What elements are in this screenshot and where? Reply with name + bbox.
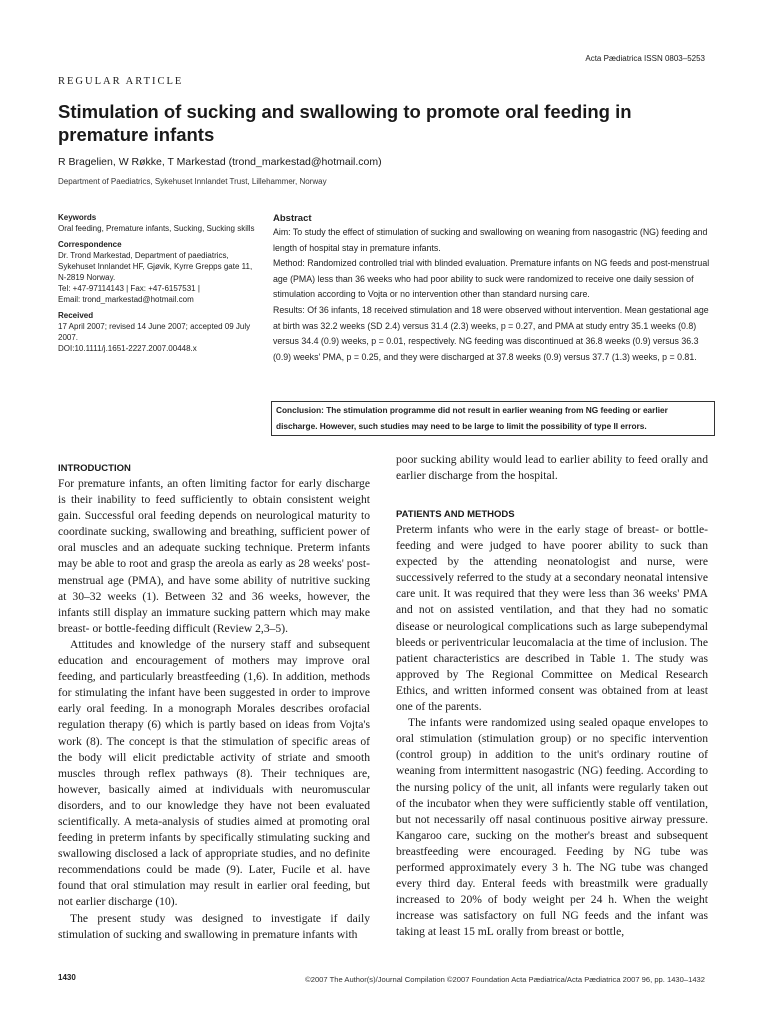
methods-paragraph-1: Preterm infants who were in the early stage of breast- or bottle-feeding and were judged to have poorer ability to suck than expected by the attending neonatologist and nurse, were successively referred to the study at a secondary neonatal intensive care unit. It was required that they were less than 36 weeks' PMA and not on assisted ventilation, and that they had no somatic disease or neurological complications such as large subependymal bleeds or periventricular leucomalacia at the time of inclusion. The patient characteristics are described in Table 1. The study was approved by The Regional Committee on Medical Research Ethics, and written informed consent was obtained from at least one of the parents. [396,523,708,714]
keywords-label: Keywords [58,213,97,222]
intro-paragraph-3: The present study was designed to investigate if daily stimulation of sucking and swallowing in premature infants with [58,911,370,941]
methods-heading: PATIENTS AND METHODS [396,509,515,520]
left-column [58,462,370,943]
introduction-heading: INTRODUCTION [58,463,131,474]
abstract [273,212,711,365]
right-column-continuation [396,452,708,484]
methods-paragraph-2: The infants were randomized using sealed opaque envelopes to oral stimulation (stimulation group) or no specific intervention (control group) in addition to the unit's ordinary routine of weaning from intermittent nasogastric (NG) feeding. According to the nursing policy of the unit, all infants were regularly taken out of the incubator when they were sufficiently stable off ventilation, but not necessarily off nasal continuous positive airway pressure. Kangaroo care, sucking on the mother's breast and subsequent breastfeeding were encouraged. Feeding by NG tube was performed approximately every 3 h. The NG tube was changed every third day. Enteral feeds with breastmilk were gradually increased to 20% of body weight per 24 h. When the weight increase was satisfactory on full NG feeds and the infant was taking at least 15 mL orally from breast or bottle, [396,716,708,939]
page-number: 1430 [58,973,76,982]
correspondence-label: Correspondence [58,240,122,249]
article-title: Stimulation of sucking and swallowing to promote oral feeding in premature infants [58,101,632,145]
tel-fax: Tel: +47-97114143 | Fax: +47-6157531 | [58,284,200,293]
intro-paragraph-2: Attitudes and knowledge of the nursery staff and subsequent education and encouragement of mothers may improve oral feeding, and particularly breastfeeding (1,6). In addition, methods for stimulating the infant have been suggested in order to improve early oral feeding. In a monograph Morales describes orofacial regulation therapy (6) which is partly based on ideas from Vojta's work (8). The concept is that the stimulation of specific areas of the body will elicit predictable activity of striate and smooth muscles through reflex pathways (8). Their techniques are, however, basically aimed at individuals with neuromuscular disorders, and to our knowledge they have not been evaluated scientifically. A meta-analysis of studies aimed at promoting oral feeding in preterm infants by specifically stimulating sucking and swallowing disclosed a lack of appropriate studies, and no definite recommendations could be made (9). Later, Fucile et al. have found that oral stimulation may result in earlier oral feeding, but not earlier discharge (10). [58,637,370,909]
abstract-results: Results: Of 36 infants, 18 received stimulation and 18 were observed without intervention. Mean gestational age at birth was 32.2 weeks (SD 2.4) versus 31.4 (2.3) weeks, p = 0.27, and PMA at study entry 35.1 weeks (0.8) versus 34.4 (0.9) weeks, p = 0.01, respectively. NG feeding was discontinued at 36.8 weeks (0.9) versus 36.3 (0.9) weeks' PMA, p = 0.25, and they were discharged at 37.8 weeks (0.9) versus 37.7 (1.3) weeks, p = 0.81. [273,304,709,362]
abstract-method: Method: Randomized controlled trial with blinded evaluation. Premature infants on NG feeds and post-menstrual age (PMA) less than 36 weeks who had poor ability to suck were randomized to receive one daily session of stimulation according to Vojta or no intervention other than standard nursing care. [273,258,710,300]
keywords: Oral feeding, Premature infants, Sucking, Sucking skills [58,224,255,233]
copyright-line: ©2007 The Author(s)/Journal Compilation ©2007 Foundation Acta Pædiatrica/Acta Pædiatrica 2007 96, pp. 1430–1432 [305,975,705,984]
author-list: R Bragelien, W Røkke, T Markestad (trond_markestad@hotmail.com) [58,156,382,168]
intro-continuation: poor sucking ability would lead to earlier ability to feed orally and earlier discharge from the hospital. [396,453,708,483]
journal-issn: Acta Pædiatrica ISSN 0803–5253 [585,54,705,63]
article-type: REGULAR ARTICLE [58,76,184,87]
abstract-heading: Abstract [273,213,312,224]
doi: DOI:10.1111/j.1651-2227.2007.00448.x [58,344,197,353]
intro-paragraph-1: For premature infants, an often limiting factor for early discharge is their inability to feed sufficiently to obtain consistent weight gain. Successful oral feeding depends on neurological maturity to coordinate sucking, swallowing and breathing, sufficient power of oral muscles and an adequate sucking technique. Preterm infants may be able to root and grasp the areola as early as 28 weeks' post-menstrual age (PMA), and have some ability of nutritive sucking at 30–32 weeks (1). Between 32 and 36 weeks, however, the infants still display an immature sucking pattern which may make breast- or bottle-feeding difficult (Review 2,3–5). [58,477,370,635]
abstract-aim: Aim: To study the effect of stimulation of sucking and swallowing on weaning from nasogastric (NG) feeding and length of hospital stay in premature infants. [273,227,708,253]
correspondence-address: Dr. Trond Markestad, Department of paediatrics, Sykehuset Innlandet HF, Gjøvik, Kyrre Grepps gate 11, N-2819 Norway. [58,251,253,282]
received-label: Received [58,311,94,320]
received-dates: 17 April 2007; revised 14 June 2007; accepted 09 July 2007. [58,322,251,342]
correspondence-email: Email: trond_markestad@hotmail.com [58,295,194,304]
right-column [396,508,708,940]
article-info-sidebar [58,212,258,354]
abstract-conclusion: Conclusion: The stimulation programme did not result in earlier weaning from NG feeding or earlier discharge. However, such studies may need to be large to limit the possibility of type II errors. [271,401,715,436]
affiliation: Department of Paediatrics, Sykehuset Innlandet Trust, Lillehammer, Norway [58,177,327,186]
